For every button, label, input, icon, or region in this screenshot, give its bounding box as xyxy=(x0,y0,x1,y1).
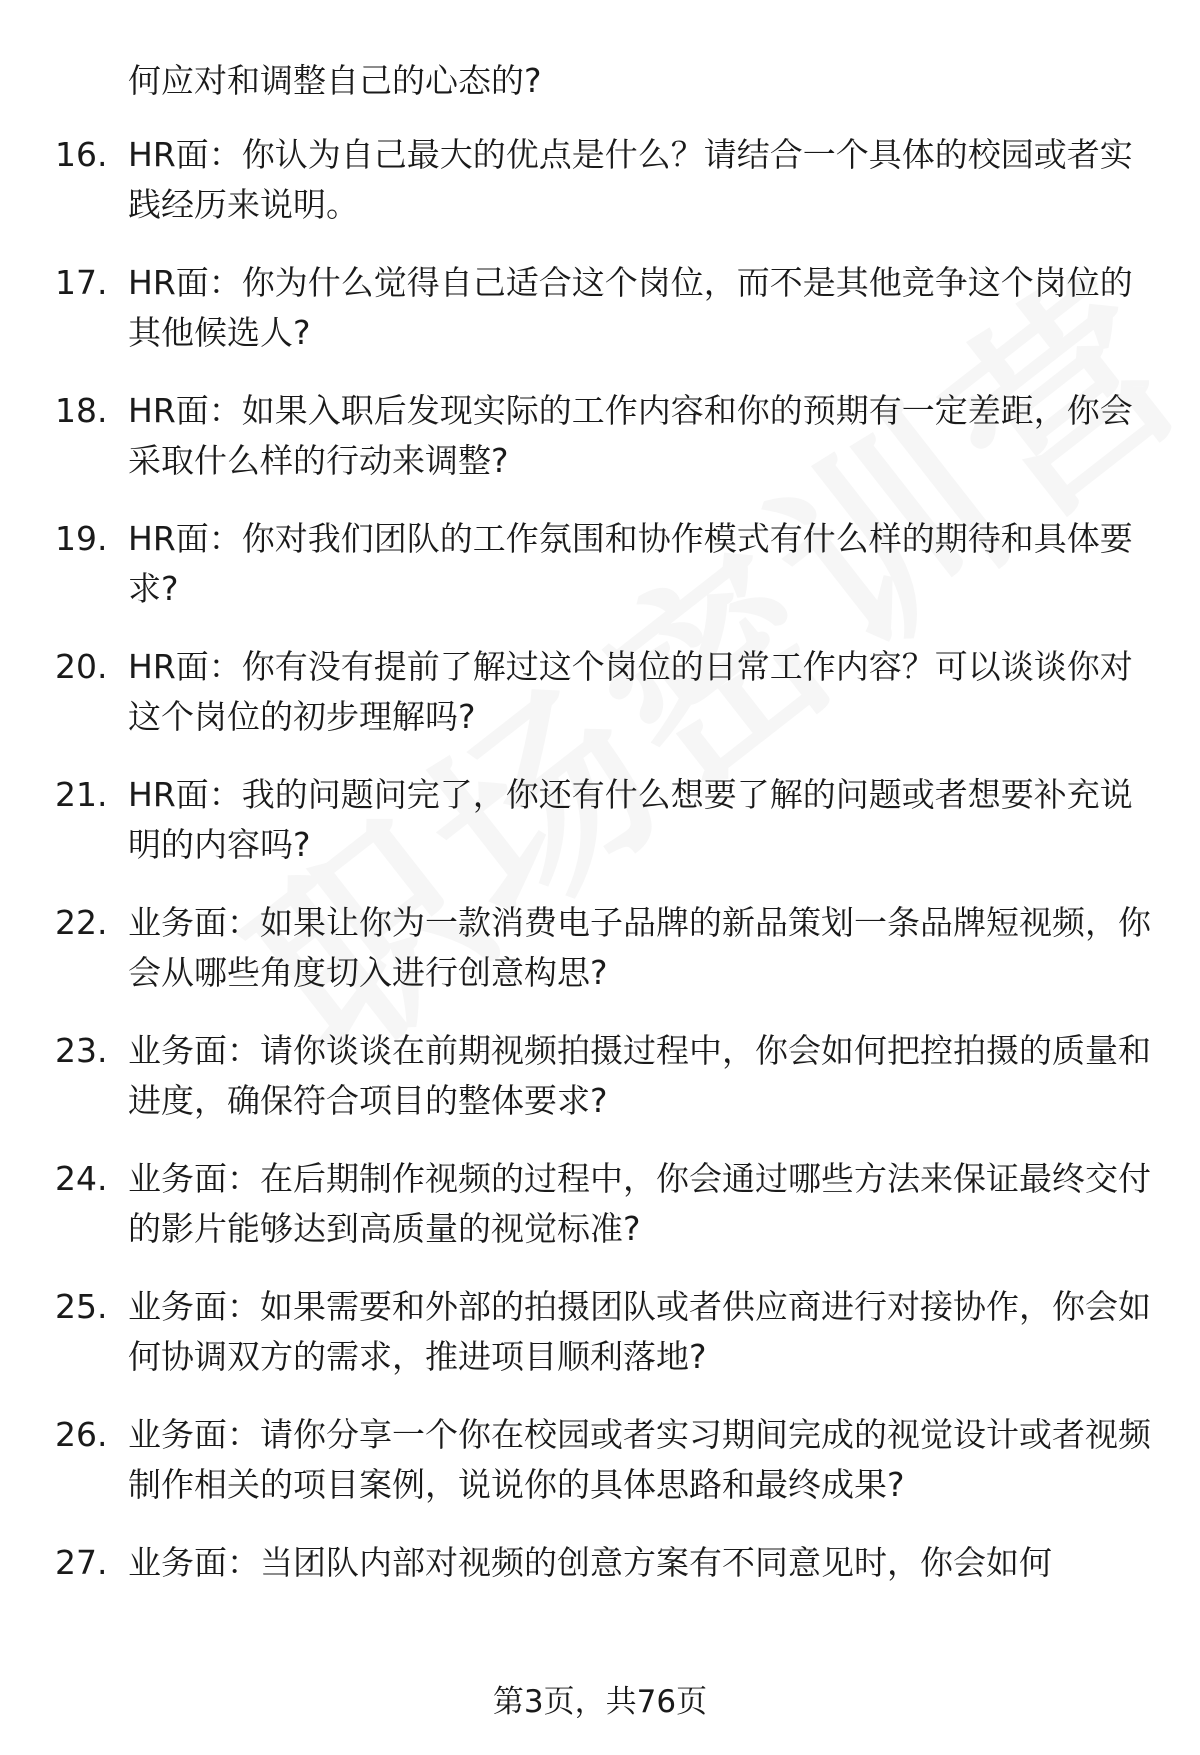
question-number: 24. xyxy=(55,1159,108,1198)
question-number: 23. xyxy=(55,1031,108,1070)
question-list xyxy=(0,130,1200,1666)
page-footer: 第3页，共76页 xyxy=(492,1684,708,1720)
question-text: HR面：我的问题问完了，你还有什么想要了解的问题或者想要补充说明的内容吗? xyxy=(128,775,1133,864)
question-text: HR面：你为什么觉得自己适合这个岗位，而不是其他竞争这个岗位的其他候选人? xyxy=(128,263,1133,352)
question-number: 26. xyxy=(55,1415,108,1454)
question-item xyxy=(0,1538,1200,1666)
question-item xyxy=(0,514,1200,642)
question-number: 18. xyxy=(55,391,108,430)
question-text: 业务面：如果让你为一款消费电子品牌的新品策划一条品牌短视频，你会从哪些角度切入进行创意构思? xyxy=(128,903,1151,992)
question-number: 19. xyxy=(55,519,108,558)
question-item xyxy=(0,258,1200,386)
question-number: 22. xyxy=(55,903,108,942)
question-text: HR面：你有没有提前了解过这个岗位的日常工作内容？可以谈谈你对这个岗位的初步理解吗? xyxy=(128,647,1133,736)
question-text: 业务面：请你分享一个你在校园或者实习期间完成的视觉设计或者视频制作相关的项目案例，说说你的具体思路和最终成果? xyxy=(128,1415,1151,1504)
question-item xyxy=(0,1154,1200,1282)
question-item xyxy=(0,770,1200,898)
question-text: HR面：你认为自己最大的优点是什么？请结合一个具体的校园或者实践经历来说明。 xyxy=(128,135,1133,224)
continuation-text: 何应对和调整自己的心态的? xyxy=(128,61,542,100)
question-item xyxy=(0,898,1200,1026)
question-item xyxy=(0,1410,1200,1538)
question-number: 21. xyxy=(55,775,108,814)
question-number: 16. xyxy=(55,135,108,174)
question-text: 业务面：当团队内部对视频的创意方案有不同意见时，你会如何 xyxy=(128,1543,1052,1582)
question-item xyxy=(0,642,1200,770)
question-text: 业务面：如果需要和外部的拍摄团队或者供应商进行对接协作，你会如何协调双方的需求，推进项目顺利落地? xyxy=(128,1287,1151,1376)
question-number: 20. xyxy=(55,647,108,686)
question-number: 25. xyxy=(55,1287,108,1326)
question-text: 业务面：请你谈谈在前期视频拍摄过程中，你会如何把控拍摄的质量和进度，确保符合项目的整体要求? xyxy=(128,1031,1151,1120)
question-item xyxy=(0,1026,1200,1154)
question-text: HR面：如果入职后发现实际的工作内容和你的预期有一定差距，你会采取什么样的行动来调整? xyxy=(128,391,1133,480)
question-item xyxy=(0,130,1200,258)
question-number: 17. xyxy=(55,263,108,302)
question-item xyxy=(0,386,1200,514)
question-text: 业务面：在后期制作视频的过程中，你会通过哪些方法来保证最终交付的影片能够达到高质量的视觉标准? xyxy=(128,1159,1151,1248)
question-text: HR面：你对我们团队的工作氛围和协作模式有什么样的期待和具体要求? xyxy=(128,519,1133,608)
question-number: 27. xyxy=(55,1543,108,1582)
question-item xyxy=(0,1282,1200,1410)
